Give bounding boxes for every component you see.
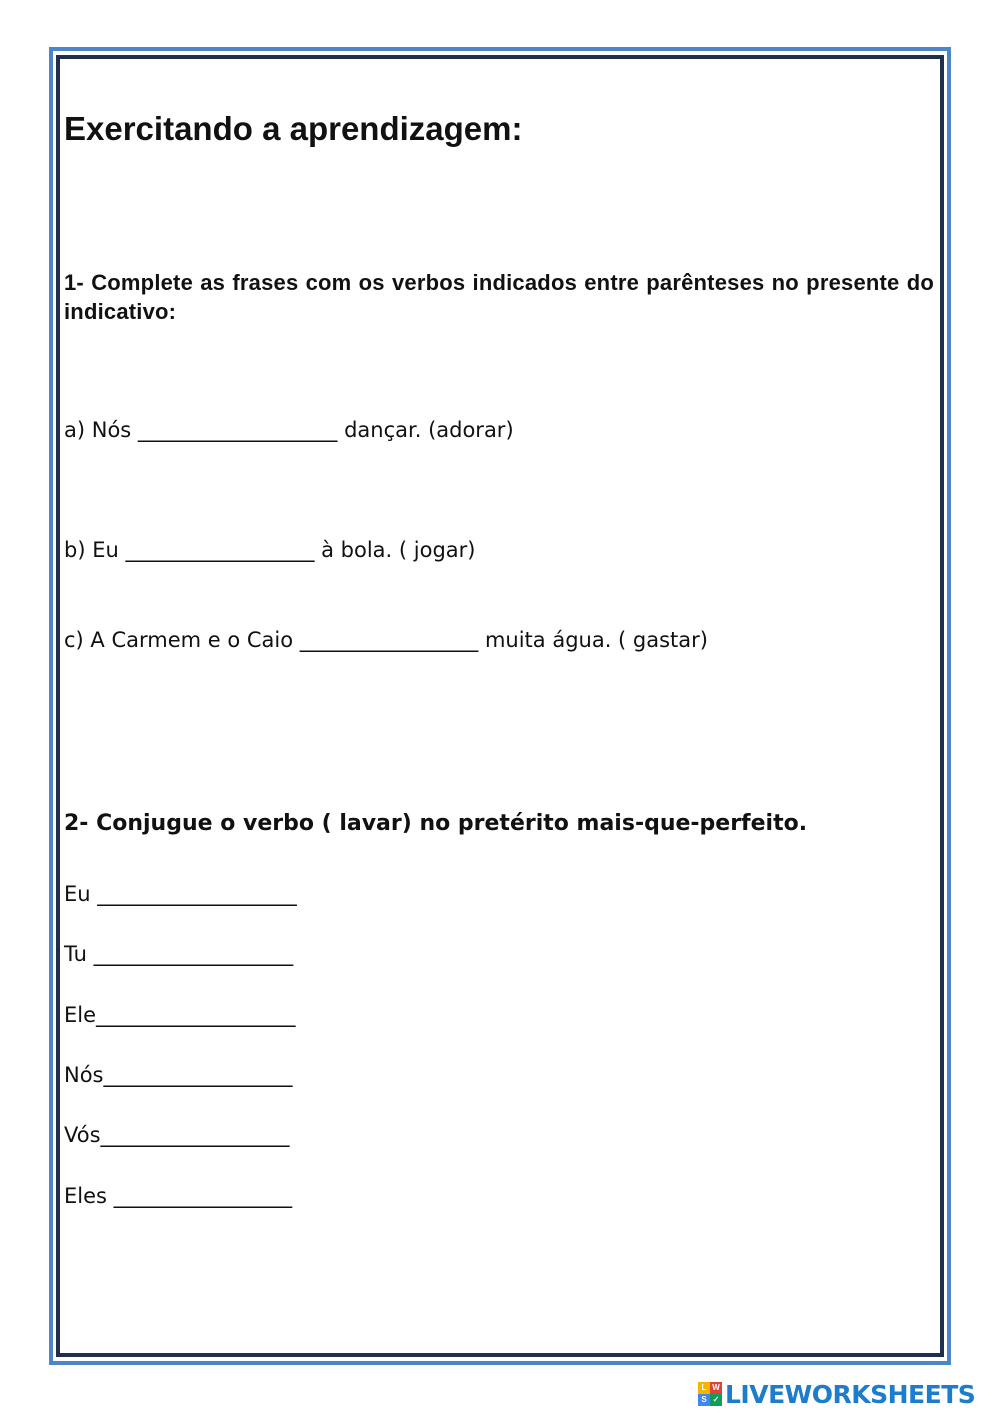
brand-name: LIVEWORKSHEETS	[725, 1379, 976, 1409]
conjugation-tu: Tu ___________________	[64, 942, 294, 966]
conjugation-eu: Eu ___________________	[64, 882, 297, 906]
conjugation-nos: Nós__________________	[64, 1063, 293, 1087]
question-1-item-c: c) A Carmem e o Caio _________________ muita água. ( gastar)	[64, 628, 708, 652]
conjugation-eles: Eles _________________	[64, 1184, 293, 1208]
question-1-item-a: a) Nós ___________________ dançar. (adorar)	[64, 418, 514, 442]
page-border-inner	[56, 55, 944, 1357]
question-2-prompt: 2- Conjugue o verbo ( lavar) no pretérito mais-que-perfeito.	[64, 811, 808, 836]
liveworksheets-brand	[698, 1377, 975, 1411]
question-1-item-b: b) Eu __________________ à bola. ( jogar)	[64, 538, 476, 562]
liveworksheets-logo-icon: L W S ✓	[698, 1382, 722, 1406]
worksheet-title: Exercitando a aprendizagem:	[64, 110, 523, 147]
conjugation-vos: Vós__________________	[64, 1123, 290, 1147]
question-1-prompt: 1- Complete as frases com os verbos indicados entre parênteses no presente do indicativo:	[64, 270, 934, 324]
conjugation-ele: Ele___________________	[64, 1003, 296, 1027]
